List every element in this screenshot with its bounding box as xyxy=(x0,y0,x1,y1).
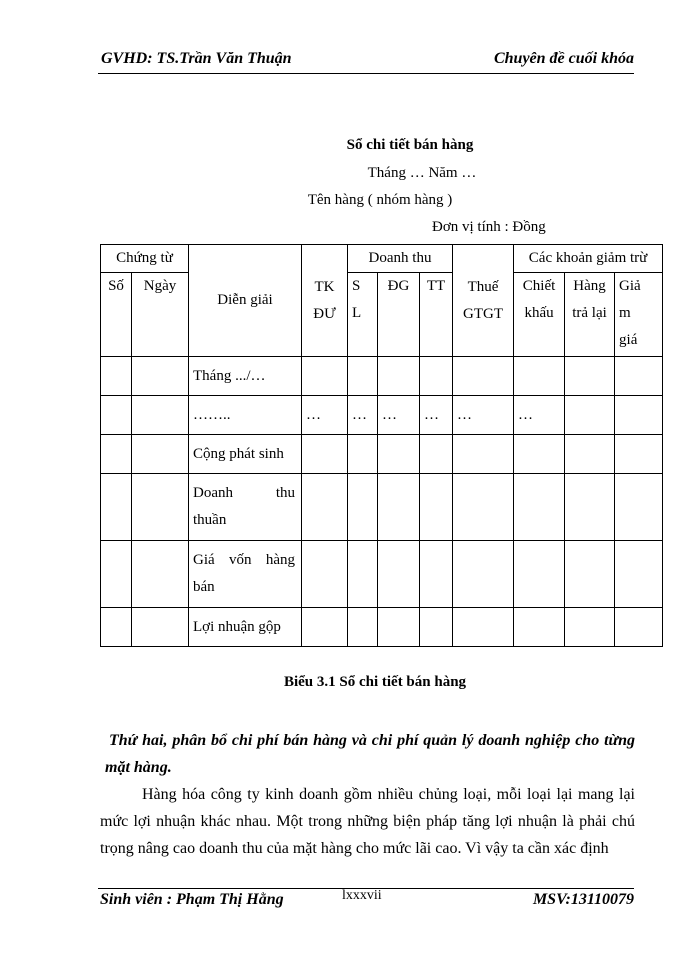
row-month-label: Tháng .../… xyxy=(189,357,302,396)
row-net-revenue-word3: thuần xyxy=(193,512,227,528)
cell-ellipsis: … xyxy=(378,396,420,435)
section-heading: Thứ hai, phân bổ chi phí bán hàng và chi phí quản lý doanh nghiệp cho từng mặt hàng. xyxy=(105,732,635,776)
cell-ellipsis: … xyxy=(348,396,378,435)
header-discount xyxy=(514,273,565,357)
cell-ellipsis: … xyxy=(420,396,453,435)
row-cogs-word4: bán xyxy=(193,579,215,595)
row-dots-label: …….. xyxy=(189,396,302,435)
header-discount-line2: khấu xyxy=(524,305,554,321)
table-row xyxy=(101,435,663,474)
header-deductions-group: Các khoản giảm trừ xyxy=(514,245,663,273)
header-vat-line2: GTGT xyxy=(463,305,504,322)
cell-ellipsis: … xyxy=(453,396,514,435)
header-rule xyxy=(98,73,634,74)
table-row xyxy=(101,396,663,435)
table-row xyxy=(101,541,663,608)
header-returns-line2: trả lại xyxy=(572,305,607,321)
header-advisor: GVHD: TS.Trần Văn Thuận xyxy=(101,50,292,67)
header-vat xyxy=(453,245,514,357)
cell-ellipsis: … xyxy=(302,396,348,435)
header-allowance-line1: Giả xyxy=(619,278,641,294)
header-discount-line1: Chiết xyxy=(522,278,556,294)
header-returns xyxy=(565,273,615,357)
body-paragraph: Hàng hóa công ty kinh doanh gồm nhiều chủng loại, mỗi loại lại mang lại mức lợi nhuận khác nhau. Một trong những biện pháp tăng lợi nhuận là phải chú trọng nâng cao doanh thu của mặt hàng cho mức lãi cao. Vì vậy ta cần xác định xyxy=(100,786,635,857)
header-account-line2: ĐƯ xyxy=(313,305,336,322)
footer-page-number: lxxxvii xyxy=(342,888,382,903)
row-net-revenue-word1: Doanh xyxy=(193,485,233,501)
table-header-row-1 xyxy=(101,245,663,273)
row-total-label: Cộng phát sinh xyxy=(189,435,302,474)
table-row xyxy=(101,474,663,541)
header-unit-price: ĐG xyxy=(378,273,420,357)
header-allowance-line2: m xyxy=(619,305,631,321)
header-topic: Chuyên đề cuối khóa xyxy=(493,50,634,67)
header-description: Diễn giải xyxy=(189,245,302,357)
header-date: Ngày xyxy=(132,273,189,357)
header-quantity-line2: L xyxy=(352,305,362,321)
header-allowance-line3: giá xyxy=(619,332,638,348)
sales-ledger-table xyxy=(100,244,663,647)
header-account xyxy=(302,245,348,357)
header-voucher-group: Chứng từ xyxy=(101,245,189,273)
table-row xyxy=(101,357,663,396)
ledger-period: Tháng … Năm … xyxy=(367,165,477,181)
footer-student: Sinh viên : Phạm Thị Hằng xyxy=(100,891,284,908)
row-cogs-word3: hàng xyxy=(265,552,295,568)
header-revenue-group: Doanh thu xyxy=(348,245,453,273)
table-row xyxy=(101,608,663,647)
footer-student-id: MSV:13110079 xyxy=(532,891,634,908)
header-allowance xyxy=(615,273,663,357)
row-gross-profit-label: Lợi nhuận gộp xyxy=(189,608,302,647)
header-amount: TT xyxy=(420,273,453,357)
ledger-item-name: Tên hàng ( nhóm hàng ) xyxy=(307,192,453,208)
header-quantity xyxy=(348,273,378,357)
ledger-unit: Đơn vị tính : Đồng xyxy=(432,219,546,235)
row-cogs-word1: Giá xyxy=(193,552,215,568)
table-caption: Biểu 3.1 Sổ chi tiết bán hàng xyxy=(283,674,467,690)
row-cogs-word2: vốn xyxy=(229,552,252,568)
ledger-title: Sổ chi tiết bán hàng xyxy=(346,137,474,153)
header-account-line1: TK xyxy=(314,278,335,295)
cell-ellipsis: … xyxy=(514,396,565,435)
header-vat-line1: Thuế xyxy=(467,278,499,295)
header-number: Số xyxy=(101,273,132,357)
row-net-revenue-label xyxy=(189,474,302,541)
row-cogs-label xyxy=(189,541,302,608)
header-quantity-line1: S xyxy=(352,278,361,294)
table-header-row-2 xyxy=(101,273,663,357)
row-net-revenue-word2: thu xyxy=(275,485,295,501)
header-returns-line1: Hàng xyxy=(573,278,606,294)
